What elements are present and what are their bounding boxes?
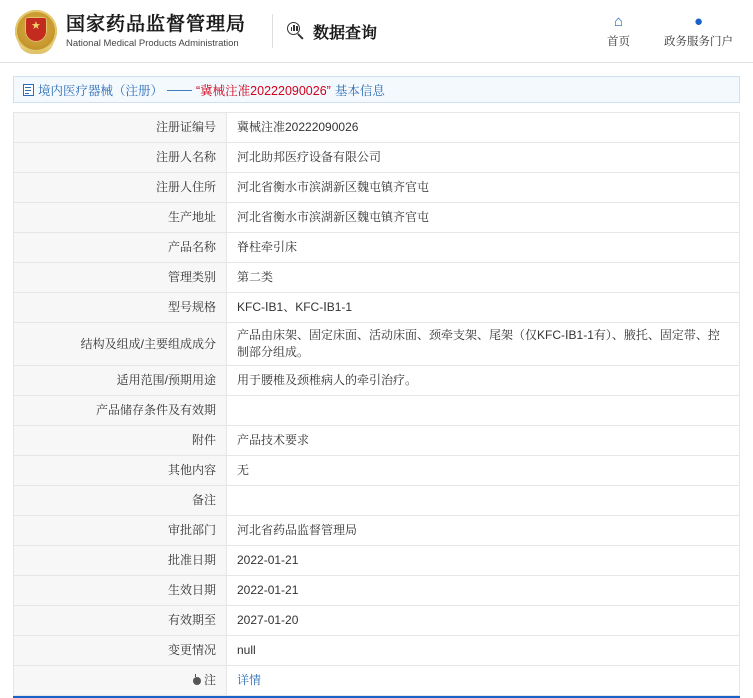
national-emblem-icon: ★ [14, 9, 58, 53]
row-value: 2022-01-21 [227, 546, 740, 576]
row-value-note[interactable] [227, 666, 740, 696]
row-label: 管理类别 [14, 263, 227, 293]
header-divider [272, 14, 273, 48]
table-row [14, 426, 739, 456]
brand-name-cn: 国家药品监督管理局 [66, 12, 247, 35]
row-label: 变更情况 [14, 636, 227, 666]
table-row [14, 173, 739, 203]
brand-name-en: National Medical Products Administration [66, 37, 239, 49]
record-title-bar [13, 76, 740, 103]
record-detail-table [13, 112, 740, 696]
row-label: 注册证编号 [14, 113, 227, 143]
detail-link[interactable]: 详情 [237, 673, 262, 687]
row-value: 2022-01-21 [227, 576, 740, 606]
row-label: 附件 [14, 426, 227, 456]
record-number-highlight: “冀械注准20222090026” [196, 83, 331, 98]
table-row-note [14, 666, 739, 696]
row-label: 适用范围/预期用途 [14, 366, 227, 396]
table-row [14, 606, 739, 636]
nav-item-home-label: 首页 [607, 35, 630, 48]
row-value: 产品技术要求 [227, 426, 740, 456]
brand-block [66, 13, 246, 50]
table-row [14, 263, 739, 293]
module-title-label: 数据查询 [313, 22, 378, 42]
nav-item-service-portal-label: 政务服务门户 [664, 35, 733, 48]
row-label: 结构及组成/主要组成成分 [14, 323, 227, 366]
row-label: 审批部门 [14, 516, 227, 546]
table-row [14, 546, 739, 576]
row-label: 生产地址 [14, 203, 227, 233]
row-value: 脊柱牵引床 [227, 233, 740, 263]
record-title-suffix: 基本信息 [334, 83, 385, 98]
nav-item-home[interactable] [607, 14, 630, 49]
row-label: 生效日期 [14, 576, 227, 606]
table-row [14, 636, 739, 666]
row-value: 产品由床架、固定床面、活动床面、颈牵支架、尾架（仅KFC-ⅠB1-1有）、腋托、固定带、控制部分组成。 [227, 323, 740, 366]
title-separator: —— [167, 82, 193, 97]
row-value [227, 486, 740, 516]
table-row [14, 366, 739, 396]
row-label: 有效期至 [14, 606, 227, 636]
row-label: 型号规格 [14, 293, 227, 323]
row-value: 河北省药品监督管理局 [227, 516, 740, 546]
row-value: 河北省衡水市滨湖新区魏屯镇齐官屯 [227, 203, 740, 233]
nav-item-service-portal[interactable] [664, 14, 733, 49]
table-row [14, 486, 739, 516]
row-value: null [227, 636, 740, 666]
table-row [14, 233, 739, 263]
row-value: 用于腰椎及颈椎病人的牵引治疗。 [227, 366, 740, 396]
row-label: 产品储存条件及有效期 [14, 396, 227, 426]
document-icon [23, 84, 34, 96]
row-value: 冀械注准20222090026 [227, 113, 740, 143]
note-label: 注 [203, 673, 216, 687]
row-label: 备注 [14, 486, 227, 516]
row-label: 注册人住所 [14, 173, 227, 203]
table-row [14, 293, 739, 323]
pin-icon [193, 677, 201, 685]
table-row [14, 516, 739, 546]
row-value: 第二类 [227, 263, 740, 293]
row-label: 批准日期 [14, 546, 227, 576]
page-header [0, 0, 753, 63]
row-value: 河北省衡水市滨湖新区魏屯镇齐官屯 [227, 173, 740, 203]
row-label-note [14, 666, 227, 696]
row-label: 产品名称 [14, 233, 227, 263]
table-row [14, 323, 739, 366]
row-label: 注册人名称 [14, 143, 227, 173]
row-value: 2027-01-20 [227, 606, 740, 636]
table-row [14, 396, 739, 426]
data-query-icon [287, 21, 307, 41]
home-icon: ⌂ [613, 13, 624, 30]
table-row [14, 456, 739, 486]
table-row [14, 576, 739, 606]
module-title-block[interactable] [287, 20, 377, 43]
user-icon: ● [693, 13, 704, 30]
row-value: KFC-ⅠB1、KFC-ⅠB1-1 [227, 293, 740, 323]
table-row [14, 203, 739, 233]
record-category: 境内医疗器械（注册） [38, 83, 164, 98]
table-row [14, 113, 739, 143]
table-row [14, 143, 739, 173]
row-label: 其他内容 [14, 456, 227, 486]
row-value [227, 396, 740, 426]
row-value: 无 [227, 456, 740, 486]
header-nav [607, 14, 737, 49]
row-value: 河北助邦医疗设备有限公司 [227, 143, 740, 173]
